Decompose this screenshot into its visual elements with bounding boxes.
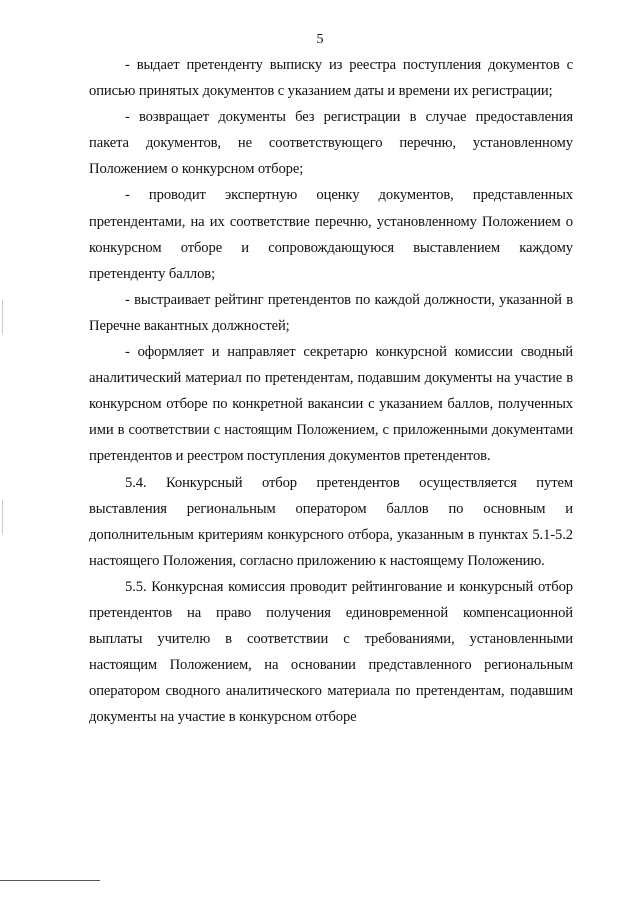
paragraph-expert-evaluation: - проводит экспертную оценку документов, представленных претендентами, на их соответствие перечню, установленному Положением о конкурсном отборе и сопровождающуюся выставлением каждому претенденту баллов;: [89, 187, 573, 282]
paragraph-return-documents: - возвращает документы без регистрации в случае предоставления пакета документов, не соответствующего перечню, установленному Положением о конкурсном отборе;: [89, 109, 573, 178]
page-number: 5: [316, 32, 324, 47]
paragraph-send-material: - оформляет и направляет секретарю конкурсной комиссии сводный аналитический материал по претендентам, подавшим документы на участие в конкурсном отборе по конкретной вакансии с указанием баллов, полученных ими в соответствии с настоящим Положением, с приложенными документами претендентов и реестром поступления документов претендентов.: [89, 344, 573, 465]
paragraph-clause-5-5: 5.5. Конкурсная комиссия проводит рейтингование и конкурсный отбор претендентов на право получения единовременной компенсационной выплаты учителю в соответствии с требованиями, установленными настоящим Положением, на основании представленного региональным оператором сводного аналитического материала по претендентам, подавшим документы на участие в конкурсном отборе: [89, 578, 573, 726]
paragraph-issue-extract: - выдает претенденту выписку из реестра поступления документов с описью принятых документов с указанием даты и времени их регистрации;: [89, 57, 573, 100]
scan-edge-mark: [2, 300, 3, 334]
paragraph-build-rating: - выстраивает рейтинг претендентов по каждой должности, указанной в Перечне вакантных должностей;: [89, 291, 573, 334]
scan-edge-mark: [2, 500, 3, 534]
scan-bottom-rule: [0, 880, 100, 881]
paragraph-clause-5-4: 5.4. Конкурсный отбор претендентов осуществляется путем выставления региональным оператором баллов по основным и дополнительным критериям конкурсного отбора, указанным в пунктах 5.1-5.2 настоящего Положения, согласно приложению к настоящему Положению.: [89, 474, 573, 569]
document-body: [89, 52, 573, 730]
